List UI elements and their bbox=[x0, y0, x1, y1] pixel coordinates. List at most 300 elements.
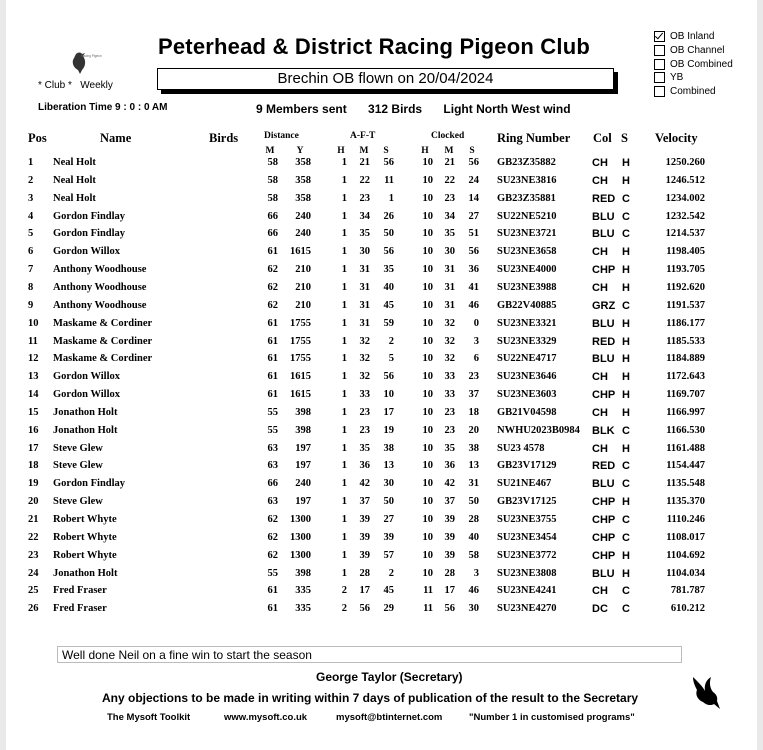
cell-velocity: 1154.447 bbox=[666, 460, 705, 472]
cell-clocked-minutes: 42 bbox=[444, 478, 455, 490]
col-velocity: Velocity bbox=[655, 131, 698, 145]
cell-aft-minutes: 35 bbox=[359, 228, 370, 240]
cell-clocked-minutes: 23 bbox=[444, 192, 455, 204]
cell-velocity: 1108.017 bbox=[666, 531, 705, 543]
cell-name: Jonathon Holt bbox=[53, 424, 118, 436]
cell-aft-hours: 1 bbox=[341, 478, 347, 490]
cell-aft-minutes: 30 bbox=[359, 246, 370, 258]
cell-sex: H bbox=[622, 406, 630, 419]
cell-pos: 12 bbox=[28, 353, 39, 365]
cell-pos: 7 bbox=[28, 264, 34, 276]
cell-ring-number: GB23Z35881 bbox=[497, 192, 556, 204]
cell-sex: H bbox=[622, 389, 630, 402]
cell-name: Neal Holt bbox=[53, 174, 96, 186]
cell-pos: 5 bbox=[28, 228, 34, 240]
col-distance: Distance bbox=[264, 131, 299, 141]
table-row bbox=[6, 193, 757, 211]
cell-name: Anthony Woodhouse bbox=[53, 299, 147, 311]
cell-clocked-minutes: 23 bbox=[444, 406, 455, 418]
cell-aft-seconds: 2 bbox=[388, 567, 394, 579]
cell-sex: C bbox=[622, 299, 630, 312]
cell-name: Gordon Findlay bbox=[53, 478, 126, 490]
cell-distance-miles: 55 bbox=[267, 424, 278, 436]
cell-distance-miles: 66 bbox=[267, 210, 278, 222]
col-aft: A-F-T bbox=[350, 131, 376, 141]
race-type-option[interactable] bbox=[654, 44, 733, 58]
logo-text: Racing Pigeon bbox=[81, 54, 102, 58]
cell-sex: H bbox=[622, 371, 630, 384]
cell-distance-miles: 62 bbox=[267, 549, 278, 561]
cell-velocity: 1193.705 bbox=[666, 264, 705, 276]
cell-ring-number: SU23NE4241 bbox=[497, 585, 557, 597]
cell-name: Anthony Woodhouse bbox=[53, 264, 147, 276]
table-row bbox=[6, 228, 757, 246]
cell-ring-number: SU23NE3816 bbox=[497, 174, 557, 186]
cell-sex: C bbox=[622, 424, 630, 437]
cell-aft-minutes: 31 bbox=[359, 299, 370, 311]
cell-aft-minutes: 17 bbox=[359, 585, 370, 597]
race-type-checkboxes bbox=[654, 30, 733, 98]
table-row bbox=[6, 246, 757, 264]
cell-sex: H bbox=[622, 317, 630, 330]
cell-distance-yards: 358 bbox=[295, 192, 311, 204]
cell-distance-yards: 210 bbox=[295, 299, 311, 311]
cell-distance-miles: 62 bbox=[267, 281, 278, 293]
cell-clocked-minutes: 17 bbox=[444, 585, 455, 597]
cell-name: Robert Whyte bbox=[53, 514, 117, 525]
cell-distance-miles: 62 bbox=[267, 299, 278, 311]
cell-distance-yards: 210 bbox=[295, 264, 311, 276]
cell-aft-minutes: 56 bbox=[359, 603, 370, 615]
cell-distance-yards: 197 bbox=[295, 460, 311, 472]
cell-ring-number: SU23NE3454 bbox=[497, 531, 557, 543]
checkbox-checked[interactable] bbox=[654, 31, 665, 42]
cell-aft-seconds: 11 bbox=[384, 174, 394, 186]
cell-aft-seconds: 2 bbox=[388, 335, 394, 347]
cell-distance-miles: 58 bbox=[267, 192, 278, 204]
cell-clocked-seconds: 6 bbox=[473, 353, 479, 365]
cell-velocity: 1172.643 bbox=[666, 371, 705, 383]
cell-name: Gordon Findlay bbox=[53, 228, 126, 240]
cell-sex: C bbox=[622, 585, 630, 598]
cell-ring-number: SU23NE3755 bbox=[497, 514, 557, 525]
cell-ring-number: SU23 4578 bbox=[497, 442, 545, 454]
cell-clocked-seconds: 46 bbox=[468, 299, 479, 311]
cell-aft-seconds: 56 bbox=[383, 246, 394, 258]
cell-pos: 1 bbox=[28, 157, 34, 168]
cell-clocked-seconds: 13 bbox=[468, 460, 479, 472]
cell-velocity: 1110.246 bbox=[666, 514, 705, 525]
cell-clocked-minutes: 39 bbox=[444, 549, 455, 561]
race-type-option[interactable] bbox=[654, 57, 733, 71]
cell-distance-miles: 62 bbox=[267, 264, 278, 276]
cell-clocked-hours: 10 bbox=[422, 371, 433, 383]
cell-distance-yards: 1300 bbox=[290, 514, 311, 525]
cell-sex: C bbox=[622, 478, 630, 491]
cell-velocity: 1191.537 bbox=[666, 299, 705, 311]
cell-distance-miles: 61 bbox=[267, 353, 278, 365]
cell-pos: 18 bbox=[28, 460, 39, 472]
cell-pos: 20 bbox=[28, 496, 39, 508]
cell-clocked-seconds: 41 bbox=[468, 281, 479, 293]
cell-name: Gordon Willox bbox=[53, 371, 121, 383]
cell-ring-number: SU23NE3321 bbox=[497, 317, 557, 329]
cell-clocked-seconds: 23 bbox=[468, 371, 479, 383]
race-type-option[interactable] bbox=[654, 71, 733, 85]
cell-distance-yards: 1300 bbox=[290, 531, 311, 543]
cell-clocked-hours: 10 bbox=[422, 478, 433, 490]
tagline: "Number 1 in customised programs" bbox=[469, 712, 635, 723]
cell-distance-miles: 66 bbox=[267, 228, 278, 240]
cell-clocked-minutes: 33 bbox=[444, 371, 455, 383]
cell-clocked-hours: 10 bbox=[422, 424, 433, 436]
table-row bbox=[6, 568, 757, 586]
cell-colour: CH bbox=[592, 281, 608, 294]
cell-clocked-hours: 10 bbox=[422, 567, 433, 579]
cell-distance-yards: 1755 bbox=[290, 353, 311, 365]
cell-pos: 16 bbox=[28, 424, 39, 436]
cell-distance-yards: 335 bbox=[295, 585, 311, 597]
toolkit-label: The Mysoft Toolkit bbox=[107, 712, 191, 723]
cell-aft-minutes: 23 bbox=[359, 424, 370, 436]
cell-aft-seconds: 27 bbox=[383, 514, 394, 525]
cell-aft-seconds: 40 bbox=[383, 281, 394, 293]
table-row bbox=[6, 353, 757, 371]
club-type bbox=[38, 80, 113, 91]
cell-clocked-seconds: 51 bbox=[468, 228, 479, 240]
cell-clocked-seconds: 0 bbox=[473, 317, 479, 329]
cell-pos: 11 bbox=[28, 335, 38, 347]
cell-velocity: 1135.548 bbox=[666, 478, 705, 490]
cell-ring-number: SU22NE4717 bbox=[497, 353, 557, 365]
cell-clocked-minutes: 39 bbox=[444, 514, 455, 525]
cell-ring-number: SU21NE467 bbox=[497, 478, 552, 490]
cell-velocity: 1161.488 bbox=[666, 442, 705, 454]
cell-clocked-hours: 11 bbox=[423, 585, 433, 597]
cell-colour: CHP bbox=[592, 514, 616, 526]
cell-distance-miles: 55 bbox=[267, 406, 278, 418]
cell-clocked-seconds: 50 bbox=[468, 496, 479, 508]
cell-distance-yards: 1615 bbox=[290, 371, 311, 383]
col-clk-s: S bbox=[469, 146, 475, 156]
cell-ring-number: SU23NE3603 bbox=[497, 389, 557, 401]
cell-aft-seconds: 30 bbox=[383, 478, 394, 490]
table-row bbox=[6, 532, 757, 550]
cell-distance-yards: 197 bbox=[295, 442, 311, 454]
cell-name: Steve Glew bbox=[53, 496, 103, 508]
cell-ring-number: GB21V04598 bbox=[497, 406, 557, 418]
cell-clocked-hours: 11 bbox=[423, 603, 433, 615]
cell-ring-number: SU22NE5210 bbox=[497, 210, 557, 222]
cell-name: Jonathon Holt bbox=[53, 406, 118, 418]
cell-distance-yards: 358 bbox=[295, 157, 311, 168]
cell-aft-minutes: 31 bbox=[359, 281, 370, 293]
cell-name: Fred Fraser bbox=[53, 585, 107, 597]
cell-distance-miles: 55 bbox=[267, 567, 278, 579]
cell-aft-seconds: 56 bbox=[383, 157, 394, 168]
cell-sex: C bbox=[622, 603, 630, 616]
cell-aft-hours: 1 bbox=[341, 549, 347, 561]
cell-sex: C bbox=[622, 228, 630, 241]
checkbox-label: OB Inland bbox=[670, 31, 715, 43]
cell-aft-seconds: 50 bbox=[383, 496, 394, 508]
cell-distance-yards: 240 bbox=[295, 478, 311, 490]
cell-velocity: 1169.707 bbox=[666, 389, 705, 401]
cell-clocked-minutes: 36 bbox=[444, 460, 455, 472]
cell-aft-hours: 1 bbox=[341, 389, 347, 401]
cell-clocked-hours: 10 bbox=[422, 353, 433, 365]
pigeon-logo-icon bbox=[64, 48, 102, 78]
cell-distance-miles: 61 bbox=[267, 371, 278, 383]
cell-aft-hours: 1 bbox=[341, 192, 347, 204]
cell-name: Jonathon Holt bbox=[53, 567, 118, 579]
cell-pos: 19 bbox=[28, 478, 39, 490]
cell-aft-minutes: 39 bbox=[359, 549, 370, 561]
cell-aft-minutes: 42 bbox=[359, 478, 370, 490]
table-row bbox=[6, 157, 757, 175]
cell-clocked-hours: 10 bbox=[422, 174, 433, 186]
cell-aft-hours: 1 bbox=[341, 174, 347, 186]
cell-distance-miles: 62 bbox=[267, 514, 278, 525]
cell-velocity: 1135.370 bbox=[666, 496, 705, 508]
cell-clocked-hours: 10 bbox=[422, 299, 433, 311]
liberation-time: Liberation Time 9 : 0 : 0 AM bbox=[38, 102, 168, 113]
cell-name: Neal Holt bbox=[53, 157, 96, 168]
cell-sex: H bbox=[622, 442, 630, 455]
cell-sex: C bbox=[622, 210, 630, 223]
cell-clocked-seconds: 18 bbox=[468, 406, 479, 418]
cell-velocity: 610.212 bbox=[670, 603, 705, 615]
cell-aft-hours: 1 bbox=[341, 460, 347, 472]
cell-colour: CH bbox=[592, 157, 608, 169]
cell-name: Gordon Findlay bbox=[53, 210, 126, 222]
checkbox-unchecked[interactable] bbox=[654, 72, 665, 83]
cell-ring-number: SU23NE3772 bbox=[497, 549, 557, 561]
cell-distance-yards: 398 bbox=[295, 424, 311, 436]
cell-colour: CHP bbox=[592, 549, 616, 562]
cell-distance-miles: 61 bbox=[267, 585, 278, 597]
col-pos: Pos bbox=[28, 131, 47, 145]
cell-colour: CHP bbox=[592, 264, 616, 277]
cell-aft-minutes: 31 bbox=[359, 264, 370, 276]
cell-sex: H bbox=[622, 335, 630, 348]
table-row bbox=[6, 282, 757, 300]
cell-distance-yards: 1615 bbox=[290, 246, 311, 258]
cell-aft-seconds: 26 bbox=[383, 210, 394, 222]
cell-clocked-minutes: 21 bbox=[444, 157, 455, 168]
cell-colour: CHP bbox=[592, 389, 616, 402]
cell-aft-hours: 1 bbox=[341, 335, 347, 347]
cell-pos: 25 bbox=[28, 585, 39, 597]
cell-aft-hours: 1 bbox=[341, 281, 347, 293]
cell-ring-number: SU23NE4000 bbox=[497, 264, 557, 276]
table-row bbox=[6, 175, 757, 193]
cell-aft-minutes: 35 bbox=[359, 442, 370, 454]
race-type-option[interactable] bbox=[654, 30, 733, 44]
checkbox-label: YB bbox=[670, 72, 684, 84]
cell-colour: RED bbox=[592, 335, 616, 348]
cell-velocity: 1232.542 bbox=[665, 210, 705, 222]
cell-aft-minutes: 32 bbox=[359, 335, 370, 347]
cell-name: Gordon Willox bbox=[53, 389, 121, 401]
cell-aft-minutes: 22 bbox=[359, 174, 370, 186]
race-type-option[interactable] bbox=[654, 85, 733, 99]
cell-clocked-hours: 10 bbox=[422, 157, 433, 168]
cell-distance-yards: 1300 bbox=[290, 549, 311, 561]
cell-clocked-hours: 10 bbox=[422, 335, 433, 347]
cell-aft-minutes: 33 bbox=[359, 389, 370, 401]
cell-aft-hours: 1 bbox=[341, 567, 347, 579]
cell-pos: 8 bbox=[28, 281, 34, 293]
checkbox-label: OB Combined bbox=[670, 58, 733, 70]
cell-velocity: 1246.512 bbox=[665, 174, 705, 186]
cell-sex: H bbox=[622, 567, 630, 580]
cell-sex: H bbox=[622, 157, 630, 169]
cell-name: Robert Whyte bbox=[53, 549, 117, 561]
cell-clocked-hours: 10 bbox=[422, 496, 433, 508]
table-row bbox=[6, 603, 757, 621]
cell-distance-yards: 335 bbox=[295, 603, 311, 615]
cell-clocked-minutes: 32 bbox=[444, 353, 455, 365]
cell-velocity: 1166.997 bbox=[666, 406, 705, 418]
cell-distance-miles: 61 bbox=[267, 335, 278, 347]
cell-clocked-seconds: 28 bbox=[468, 514, 479, 525]
bird-icon bbox=[689, 675, 723, 711]
cell-distance-yards: 1615 bbox=[290, 389, 311, 401]
cell-clocked-minutes: 39 bbox=[444, 531, 455, 543]
cell-pos: 26 bbox=[28, 603, 39, 615]
birds-sent: 312 Birds bbox=[368, 102, 423, 116]
cell-name: Maskame & Cordiner bbox=[53, 353, 153, 365]
cell-aft-seconds: 5 bbox=[388, 353, 394, 365]
cell-name: Robert Whyte bbox=[53, 531, 117, 543]
cell-aft-minutes: 23 bbox=[359, 406, 370, 418]
cell-clocked-hours: 10 bbox=[422, 549, 433, 561]
secretary: George Taylor (Secretary) bbox=[316, 670, 463, 684]
cell-aft-seconds: 38 bbox=[383, 442, 394, 454]
cell-distance-yards: 210 bbox=[295, 281, 311, 293]
cell-aft-seconds: 45 bbox=[383, 299, 394, 311]
cell-aft-hours: 1 bbox=[341, 531, 347, 543]
table-row bbox=[6, 300, 757, 318]
cell-clocked-minutes: 30 bbox=[444, 246, 455, 258]
cell-aft-hours: 1 bbox=[341, 424, 347, 436]
cell-distance-yards: 358 bbox=[295, 174, 311, 186]
cell-clocked-hours: 10 bbox=[422, 460, 433, 472]
cell-clocked-minutes: 32 bbox=[444, 317, 455, 329]
col-ring-number: Ring Number bbox=[497, 131, 571, 145]
cell-pos: 9 bbox=[28, 299, 34, 311]
cell-aft-hours: 2 bbox=[341, 585, 347, 597]
cell-name: Steve Glew bbox=[53, 460, 103, 472]
cell-clocked-seconds: 56 bbox=[468, 157, 479, 168]
cell-clocked-seconds: 37 bbox=[468, 389, 479, 401]
cell-colour: CHP bbox=[592, 531, 616, 544]
cell-clocked-minutes: 28 bbox=[444, 567, 455, 579]
cell-clocked-hours: 10 bbox=[422, 264, 433, 276]
cell-colour: BLU bbox=[592, 210, 615, 223]
cell-clocked-hours: 10 bbox=[422, 210, 433, 222]
weekly-label: Weekly bbox=[80, 80, 113, 91]
table-header bbox=[6, 130, 757, 158]
cell-distance-miles: 63 bbox=[267, 460, 278, 472]
cell-velocity: 1214.537 bbox=[665, 228, 705, 240]
cell-clocked-seconds: 31 bbox=[468, 478, 479, 490]
cell-colour: BLU bbox=[592, 317, 615, 330]
table-row bbox=[6, 460, 757, 478]
cell-clocked-seconds: 14 bbox=[468, 192, 479, 204]
cell-distance-yards: 197 bbox=[295, 496, 311, 508]
table-row bbox=[6, 211, 757, 229]
table-row bbox=[6, 407, 757, 425]
checkbox-label: OB Channel bbox=[670, 45, 725, 57]
cell-aft-hours: 1 bbox=[341, 514, 347, 525]
cell-clocked-hours: 10 bbox=[422, 514, 433, 525]
objections-notice: Any objections to be made in writing within 7 days of publication of the result to the Secretary bbox=[102, 691, 639, 705]
cell-sex: H bbox=[622, 246, 630, 259]
members-sent: 9 Members sent bbox=[256, 102, 347, 116]
cell-clocked-hours: 10 bbox=[422, 317, 433, 329]
checkbox-unchecked[interactable] bbox=[654, 59, 665, 70]
col-aft-s: S bbox=[383, 146, 389, 156]
cell-clocked-minutes: 33 bbox=[444, 389, 455, 401]
cell-pos: 21 bbox=[28, 514, 39, 525]
cell-name: Maskame & Cordiner bbox=[53, 317, 153, 329]
cell-aft-seconds: 13 bbox=[383, 460, 394, 472]
cell-clocked-minutes: 31 bbox=[444, 264, 455, 276]
cell-clocked-minutes: 34 bbox=[444, 210, 455, 222]
cell-aft-hours: 2 bbox=[341, 603, 347, 615]
cell-aft-seconds: 39 bbox=[383, 531, 394, 543]
table-row bbox=[6, 336, 757, 354]
cell-clocked-minutes: 31 bbox=[444, 299, 455, 311]
table-row bbox=[6, 550, 757, 568]
cell-distance-miles: 66 bbox=[267, 478, 278, 490]
result-sheet bbox=[6, 0, 757, 750]
col-birds: Birds bbox=[209, 131, 239, 145]
table-row bbox=[6, 425, 757, 443]
checkbox-unchecked[interactable] bbox=[654, 86, 665, 97]
cell-distance-miles: 61 bbox=[267, 389, 278, 401]
cell-aft-seconds: 17 bbox=[383, 406, 394, 418]
cell-aft-hours: 1 bbox=[341, 406, 347, 418]
cell-aft-seconds: 45 bbox=[383, 585, 394, 597]
cell-clocked-hours: 10 bbox=[422, 406, 433, 418]
cell-aft-minutes: 39 bbox=[359, 531, 370, 543]
cell-aft-seconds: 56 bbox=[383, 371, 394, 383]
cell-clocked-seconds: 20 bbox=[468, 424, 479, 436]
cell-colour: CH bbox=[592, 585, 608, 598]
cell-colour: RED bbox=[592, 192, 616, 205]
website-link: www.mysoft.co.uk bbox=[224, 712, 308, 723]
table-row bbox=[6, 496, 757, 514]
cell-aft-seconds: 29 bbox=[383, 603, 394, 615]
cell-clocked-seconds: 36 bbox=[468, 264, 479, 276]
cell-aft-seconds: 57 bbox=[383, 549, 394, 561]
cell-distance-miles: 63 bbox=[267, 442, 278, 454]
cell-clocked-seconds: 27 bbox=[468, 210, 479, 222]
cell-colour: CH bbox=[592, 246, 608, 259]
cell-ring-number: SU23NE3988 bbox=[497, 281, 557, 293]
cell-velocity: 1184.889 bbox=[666, 353, 705, 365]
table-row bbox=[6, 478, 757, 496]
cell-clocked-minutes: 35 bbox=[444, 442, 455, 454]
col-clk-m: M bbox=[444, 146, 454, 156]
cell-clocked-minutes: 37 bbox=[444, 496, 455, 508]
checkbox-unchecked[interactable] bbox=[654, 45, 665, 56]
cell-velocity: 1186.177 bbox=[666, 317, 705, 329]
cell-clocked-minutes: 56 bbox=[444, 603, 455, 615]
